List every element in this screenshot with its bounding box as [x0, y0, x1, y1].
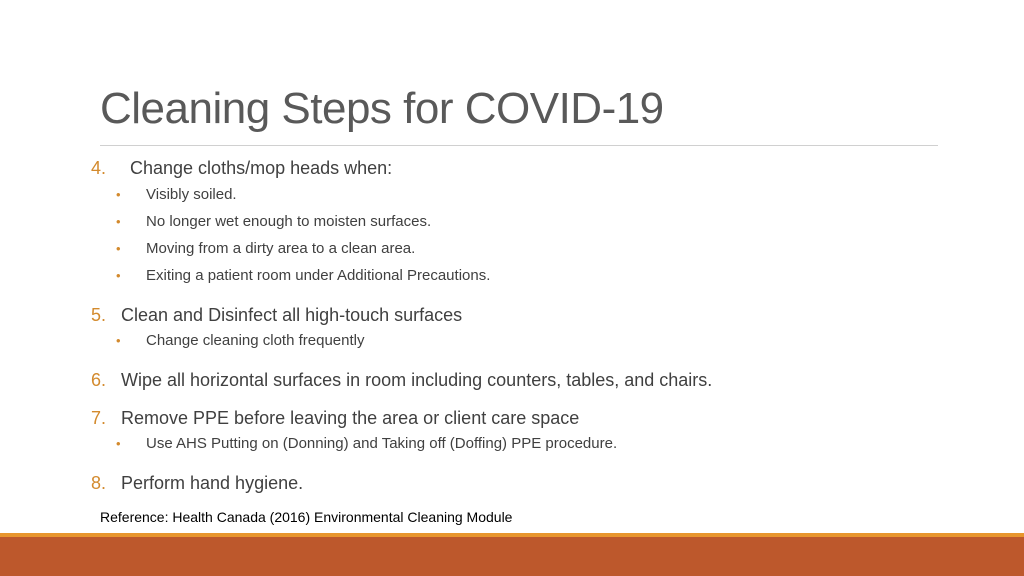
- item-number: 6.: [91, 370, 107, 390]
- bullet-dot-icon: •: [116, 436, 121, 451]
- sub-bullet: • Moving from a dirty area to a clean area.: [116, 240, 416, 257]
- bullet-dot-icon: •: [116, 268, 121, 283]
- item-number: 4.: [91, 158, 107, 178]
- list-item-5: [91, 305, 462, 326]
- slide-title: Cleaning Steps for COVID-19: [100, 84, 664, 133]
- sub-bullet: • Visibly soiled.: [116, 186, 237, 203]
- bullet-dot-icon: •: [116, 241, 121, 256]
- item-text: Change cloths/mop heads when:: [130, 158, 393, 178]
- item-number: 8.: [91, 473, 107, 493]
- title-divider: [100, 145, 938, 146]
- sub-bullet: • No longer wet enough to moisten surfaces.: [116, 213, 432, 230]
- item-text: Wipe all horizontal surfaces in room including counters, tables, and chairs.: [121, 370, 713, 390]
- reference-note: Reference: Health Canada (2016) Environmental Cleaning Module: [100, 509, 513, 525]
- list-item-6: [91, 370, 712, 391]
- footer-band: [0, 537, 1024, 576]
- list-item-8: [91, 473, 303, 494]
- sub-bullet: • Exiting a patient room under Additional Precautions.: [116, 267, 491, 284]
- bullet-dot-icon: •: [116, 333, 121, 348]
- bullet-dot-icon: •: [116, 214, 121, 229]
- sub-bullet: • Use AHS Putting on (Donning) and Taking off (Doffing) PPE procedure.: [116, 435, 618, 452]
- bullet-dot-icon: •: [116, 187, 121, 202]
- item-text: Perform hand hygiene.: [121, 473, 304, 493]
- item-text: Clean and Disinfect all high-touch surfaces: [121, 305, 463, 325]
- item-number: 5.: [91, 305, 107, 325]
- item-number: 7.: [91, 408, 107, 428]
- sub-bullet: • Change cleaning cloth frequently: [116, 332, 365, 349]
- item-text: Remove PPE before leaving the area or client care space: [121, 408, 580, 428]
- list-item-4: [91, 158, 392, 179]
- list-item-7: [91, 408, 579, 429]
